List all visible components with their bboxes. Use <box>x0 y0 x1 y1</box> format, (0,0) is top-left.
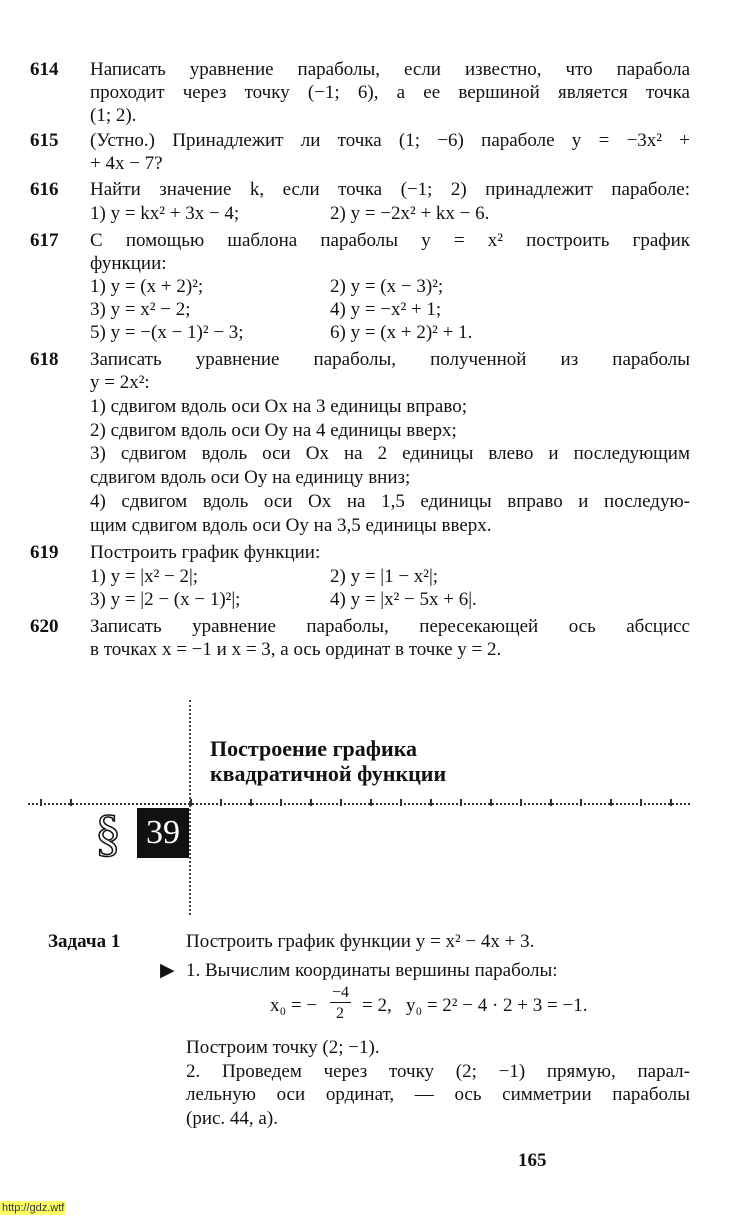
problem-number: 617 <box>30 230 59 251</box>
problem-text: проходит через точку (−1; 6), а ее вершиной является точка <box>90 82 690 103</box>
ruler-tick <box>400 799 402 806</box>
problem-text: Записать уравнение параболы, пересекающей ось абсцисс <box>90 616 690 637</box>
problem-item: 1) y = |x² − 2|; <box>90 566 199 587</box>
problem-number: 619 <box>30 542 59 563</box>
page-number: 165 <box>518 1150 547 1171</box>
ruler-tick <box>430 799 432 806</box>
ruler-tick <box>580 799 582 806</box>
ruler-tick <box>190 799 192 806</box>
problem-number: 620 <box>30 616 59 637</box>
ruler-tick <box>550 799 552 806</box>
ruler-tick <box>460 799 462 806</box>
problem-item: 6) y = (x + 2)² + 1. <box>330 322 473 343</box>
ruler-tick <box>220 799 222 806</box>
problem-text: в точках x = −1 и x = 3, а ось ординат в точке y = 2. <box>90 639 502 660</box>
ruler-tick <box>370 799 372 806</box>
problem-text: щим сдвигом вдоль оси Oy на 3,5 единицы вверх. <box>90 515 492 536</box>
solution-text: 2. Проведем через точку (2; −1) прямую, парал- <box>186 1061 690 1082</box>
problem-number: 618 <box>30 349 59 370</box>
problem-text: Построить график функции: <box>90 542 321 563</box>
problem-text: 3) сдвигом вдоль оси Ox на 2 единицы влево и последующим <box>90 443 690 464</box>
problem-item: 3) y = |2 − (x − 1)²|; <box>90 589 241 610</box>
section-ruler <box>28 803 690 805</box>
solution-text: лельную оси ординат, — ось симметрии параболы <box>186 1084 690 1105</box>
ruler-tick <box>340 799 342 806</box>
formula-y0: = 2, y₀ = 2² − 4 · 2 + 3 = −1. <box>362 995 588 1016</box>
watermark-link[interactable]: http://gdz.wtf <box>2 1202 65 1214</box>
ruler-tick <box>250 799 252 806</box>
problem-text: 2) сдвигом вдоль оси Oy на 4 единицы вверх; <box>90 420 457 441</box>
problem-item: 1) y = (x + 2)²; <box>90 276 204 297</box>
problem-text: + 4x − 7? <box>90 153 163 174</box>
problem-item: 4) y = −x² + 1; <box>330 299 442 320</box>
section-symbol-icon: § <box>95 805 121 862</box>
problem-number: 615 <box>30 130 59 151</box>
solution-text: (рис. 44, a). <box>186 1108 278 1129</box>
ruler-tick <box>670 799 672 806</box>
problem-text: С помощью шаблона параболы y = x² построить график <box>90 230 690 251</box>
problem-number: 616 <box>30 179 59 200</box>
problem-item: 1) y = kx² + 3x − 4; <box>90 203 240 224</box>
problem-item: 2) y = (x − 3)²; <box>330 276 444 297</box>
problem-item: 2) y = |1 − x²|; <box>330 566 439 587</box>
ruler-tick <box>610 799 612 806</box>
section-number: 39 <box>137 808 189 858</box>
problem-text: (1; 2). <box>90 105 137 126</box>
solution-text: Построим точку (2; −1). <box>186 1037 380 1058</box>
problem-text: 4) сдвигом вдоль оси Ox на 1,5 единицы вправо и последую- <box>90 491 690 512</box>
ruler-tick <box>490 799 492 806</box>
problem-text: Записать уравнение параболы, полученной из параболы <box>90 349 690 370</box>
problem-text: y = 2x²: <box>90 372 150 393</box>
problem-text: Написать уравнение параболы, если известно, что парабола <box>90 59 690 80</box>
section-vertical-rule <box>189 700 191 915</box>
section-title: Построение графика <box>210 736 418 761</box>
problem-text: функции: <box>90 253 167 274</box>
formula-x0: x₀ = − <box>270 995 318 1016</box>
problem-item: 4) y = |x² − 5x + 6|. <box>330 589 477 610</box>
ruler-tick <box>40 799 42 806</box>
problem-text: (Устно.) Принадлежит ли точка (1; −6) параболе y = −3x² + <box>90 130 690 151</box>
problem-text: сдвигом вдоль оси Oy на единицу вниз; <box>90 467 411 488</box>
problem-item: 5) y = −(x − 1)² − 3; <box>90 322 244 343</box>
task-label: Задача 1 <box>48 931 121 952</box>
problem-item: 3) y = x² − 2; <box>90 299 191 320</box>
solution-text: 1. Вычислим координаты вершины параболы: <box>186 960 558 981</box>
fraction-denominator: 2 <box>336 1005 344 1022</box>
ruler-tick <box>640 799 642 806</box>
problem-number: 614 <box>30 59 59 80</box>
ruler-tick <box>310 799 312 806</box>
section-title: квадратичной функции <box>210 761 447 786</box>
problem-text: 1) сдвигом вдоль оси Ox на 3 единицы вправо; <box>90 396 467 417</box>
problem-item: 2) y = −2x² + kx − 6. <box>330 203 490 224</box>
ruler-tick <box>70 799 72 806</box>
ruler-tick <box>520 799 522 806</box>
fraction-numerator: −4 <box>332 984 350 1001</box>
task-statement: Построить график функции y = x² − 4x + 3. <box>186 931 535 952</box>
solution-marker-icon: ▶ <box>160 960 175 981</box>
problem-text: Найти значение k, если точка (−1; 2) принадлежит параболе: <box>90 179 690 200</box>
ruler-tick <box>280 799 282 806</box>
